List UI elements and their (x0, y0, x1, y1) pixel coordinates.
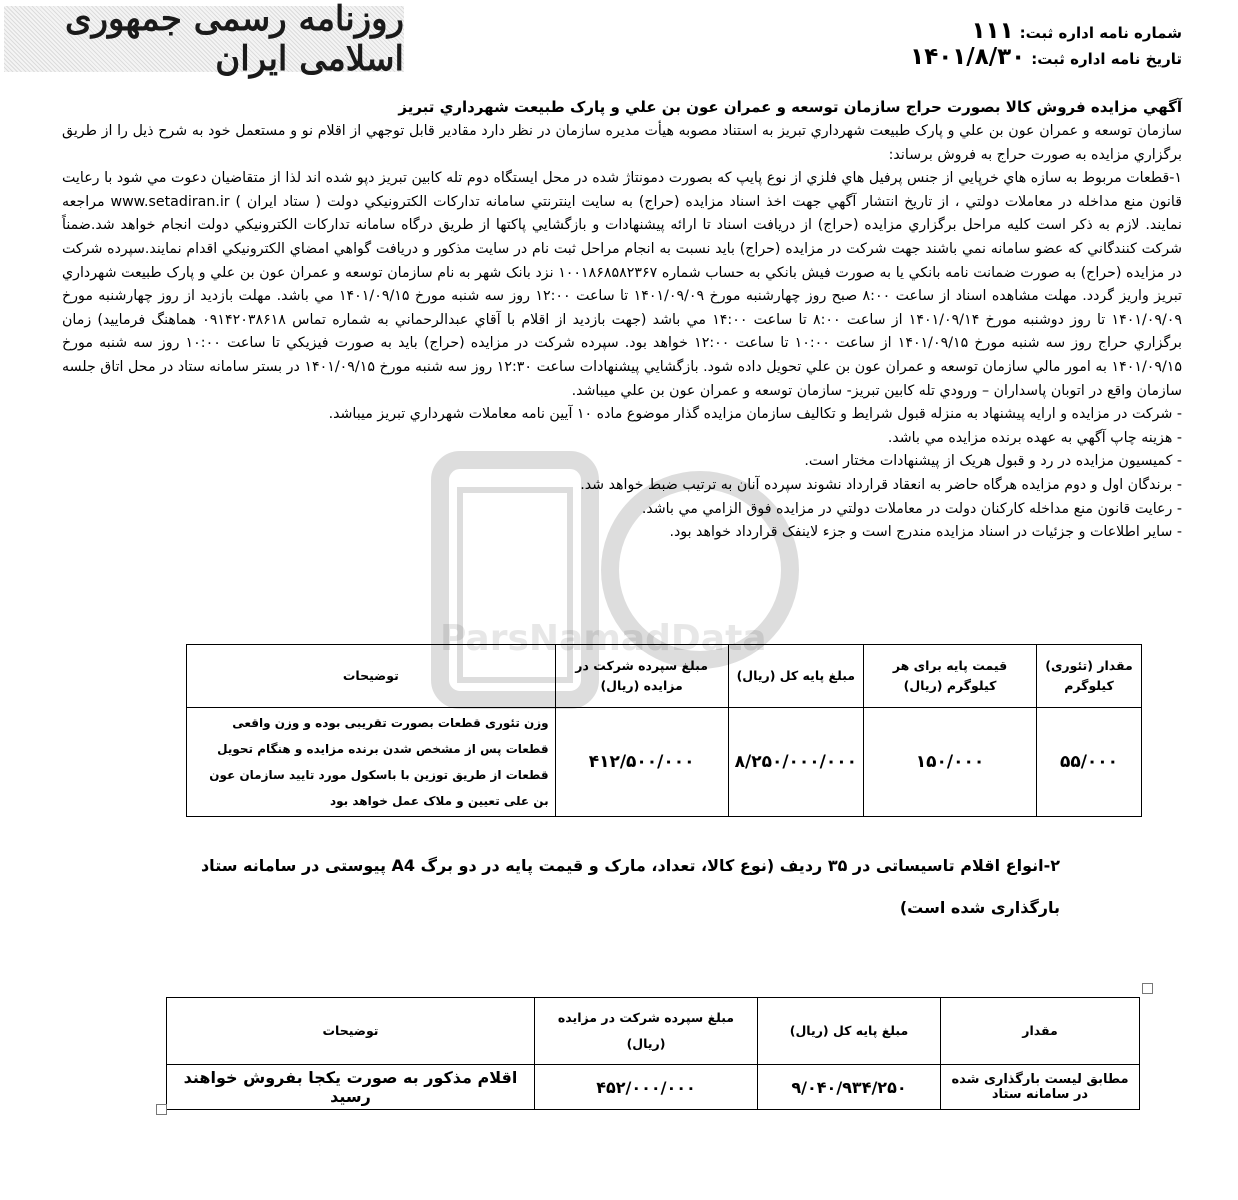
cell-unit-price: ۱۵۰/۰۰۰ (864, 708, 1037, 817)
section-2-heading: ۲-انواع اقلام تاسیساتی در ۳۵ ردیف (نوع کالا، تعداد، مارک و قیمت پایه در دو برگ A4 پیوستی در سامانه ستاد بارگذاری شده است) (200, 856, 1060, 917)
table-resize-handle-icon[interactable] (156, 1104, 167, 1115)
condition-item: - برندگان اول و دوم مزايده هرگاه حاضر به انعقاد قرارداد نشوند سپرده آنان به ترتيب ضبط خواهد شد. (62, 474, 1182, 498)
logo-text: روزنامه رسمی جمهوری اسلامی ایران (64, 0, 404, 79)
newspaper-logo (4, 0, 404, 79)
header-total: مبلغ پایه کل (ریال) (758, 998, 941, 1065)
header-desc: توضیحات (187, 645, 556, 708)
auction-table-1 (186, 644, 1142, 817)
conditions-list (62, 403, 1182, 545)
table-row (187, 708, 1142, 817)
registration-date (910, 44, 1182, 70)
cell-qty: ۵۵/۰۰۰ (1037, 708, 1142, 817)
table-header-row (187, 645, 1142, 708)
cell-deposit: ۴۵۲/۰۰۰/۰۰۰ (535, 1065, 758, 1110)
registration-number (972, 18, 1182, 44)
condition-item: - کميسيون مزايده در رد و قبول هريک از پيشنهادات مختار است. (62, 450, 1182, 474)
header-total: مبلغ پایه کل (ریال) (728, 645, 863, 708)
condition-item: - هزينه چاپ آگهي به عهده برنده مزايده مي باشد. (62, 427, 1182, 451)
cell-deposit: ۴۱۲/۵۰۰/۰۰۰ (555, 708, 728, 817)
header-qty: مقدار (تئوری) کیلوگرم (1037, 645, 1142, 708)
header-deposit: مبلغ سپرده شرکت در مزایده (ریال) (555, 645, 728, 708)
registration-number-value: ۱۱۱ (971, 18, 1014, 44)
table-row (167, 1065, 1140, 1110)
registration-number-label: شماره نامه اداره ثبت: (1019, 24, 1182, 42)
condition-item: - ساير اطلاعات و جزئيات در اسناد مزايده مندرج است و جزء لاينفک قرارداد خواهد بود. (62, 521, 1182, 545)
header-deposit: مبلغ سپرده شرکت در مزایده (ریال) (535, 998, 758, 1065)
header-unit-price: قیمت پایه برای هر کیلوگرم (ریال) (864, 645, 1037, 708)
cell-desc: اقلام مذکور به صورت یکجا بفروش خواهند رسید (167, 1065, 535, 1110)
cell-desc: وزن تئوری قطعات بصورت تقریبی بوده و وزن واقعی قطعات پس از مشخص شدن برنده مزایده و هنگام تحویل قطعات از طریق توزین با باسکول مورد تایید سازمان عون بن علی تعیین و ملاک عمل خواهد بود (187, 708, 556, 817)
watermark-text: ParsNamadData (440, 618, 767, 659)
table-move-handle-icon[interactable] (1142, 983, 1153, 994)
cell-total: ۹/۰۴۰/۹۳۴/۲۵۰ (758, 1065, 941, 1110)
notice-body (62, 120, 1182, 545)
registration-date-label: تاریخ نامه اداره ثبت: (1031, 50, 1182, 68)
notice-item-1: ۱-قطعات مربوط به سازه هاي خرپايي از جنس پرفيل هاي فلزي از نوع پايپ که بصورت دمونتاژ شده در محل ايستگاه دوم تله کابين تبريز دپو شده اند لذا از متقاضيان دعوت مي شود با رعايت قانون منع مداخله در معاملات دولتي ، از تاريخ انتشار آگهي جهت اخذ اسناد مزايده (حراج) به سايت اينترنتي سامانه تدارکات الکترونيکي دولت ( ستاد ايران ) www.setadiran.ir مراجعه نمايند. لازم به ذکر است کليه مراحل برگزاري مزايده (حراج) از دريافت اسناد تا ارائه پيشنهادات و بازگشايي پاکتها از طريق درگاه سامانه تدارکات الکترونيکي دولت انجام خواهد شد.ضمناً شرکت کنندگاني که عضو سامانه نمي باشند جهت شرکت در مزايده (حراج) بايد نسبت به انجام مراحل ثبت نام در سايت مذکور و دريافت گواهي امضاي الکترونيکي اقدام نمايند.سپرده شرکت در مزايده (حراج) به صورت ضمانت نامه بانکي يا به صورت فيش بانکي به حساب شماره ۱۰۰۱۸۶۸۵۸۲۳۶۷ نزد بانک شهر به نام سازمان توسعه و عمران عون بن علي و پارک طبيعت شهرداري تبريز واريز گردد. مهلت مشاهده اسناد از ساعت ۸:۰۰ صبح روز چهارشنبه مورخ ۱۴۰۱/۰۹/۰۹ تا ساعت ۱۲:۰۰ روز سه شنبه مورخ ۱۴۰۱/۰۹/۱۵ مي باشد. مهلت بازديد از روز چهارشنبه مورخ ۱۴۰۱/۰۹/۰۹ تا روز دوشنبه مورخ ۱۴۰۱/۰۹/۱۴ از ساعت ۸:۰۰ تا ساعت ۱۴:۰۰ مي باشد (جهت بازديد از اقلام با آقاي عبدالرحماني به شماره تماس ۰۹۱۴۲۰۳۸۶۱۸ هماهنگ فرماييد) زمان برگزاري حراج روز سه شنبه مورخ ۱۴۰۱/۰۹/۱۵ از ساعت ۱۰:۰۰ تا ساعت ۱۲:۰۰ خواهد بود. سپرده شرکت در مزايده (حراج) بايد به صورت فيزيکي تا ساعت ۱۰:۰۰ روز سه شنبه مورخ ۱۴۰۱/۰۹/۱۵ به امور مالي سازمان توسعه و عمران عون بن علي تحويل داده شود. بازگشايي پيشنهادات ساعت ۱۲:۳۰ روز سه شنبه مورخ ۱۴۰۱/۰۹/۱۵ در بستر سامانه ستاد در محل اتاق جلسه سازمان واقع در اتوبان پاسداران – ورودي تله کابين تبريز- سازمان توسعه و عمران عون بن علي ميباشد. (62, 170, 1183, 399)
cell-qty: مطابق لیست بارگذاری شده در سامانه ستاد (941, 1065, 1140, 1110)
notice-title: آگهي مزايده فروش کالا بصورت حراج سازمان توسعه و عمران عون بن علي و پارک طبيعت شهرداري تبريز (398, 98, 1182, 116)
header-qty: مقدار (941, 998, 1140, 1065)
condition-item: - رعايت قانون منع مداخله کارکنان دولت در معاملات دولتي در مزايده فوق الزامي مي باشد. (62, 498, 1182, 522)
header-desc: توضیحات (167, 998, 535, 1065)
cell-total: ۸/۲۵۰/۰۰۰/۰۰۰ (728, 708, 863, 817)
auction-table-2 (166, 997, 1140, 1110)
notice-intro: سازمان توسعه و عمران عون بن علي و پارک طبيعت شهرداري تبريز به استناد مصوبه هيأت مديره سازمان در نظر دارد مقادير قابل توجهي از اقلام نو و مستعمل خود به شرح ذيل را از طريق برگزاري مزايده به صورت حراج به فروش برساند: (62, 123, 1182, 163)
table-header-row (167, 998, 1140, 1065)
condition-item: - شرکت در مزايده و ارايه پيشنهاد به منزله قبول شرايط و تکاليف سازمان مزايده گذار موضوع ماده ۱۰ آيين نامه معاملات شهرداري تبريز ميباشد. (62, 403, 1182, 427)
registration-date-value: ۱۴۰۱/۸/۳۰ (910, 44, 1026, 70)
